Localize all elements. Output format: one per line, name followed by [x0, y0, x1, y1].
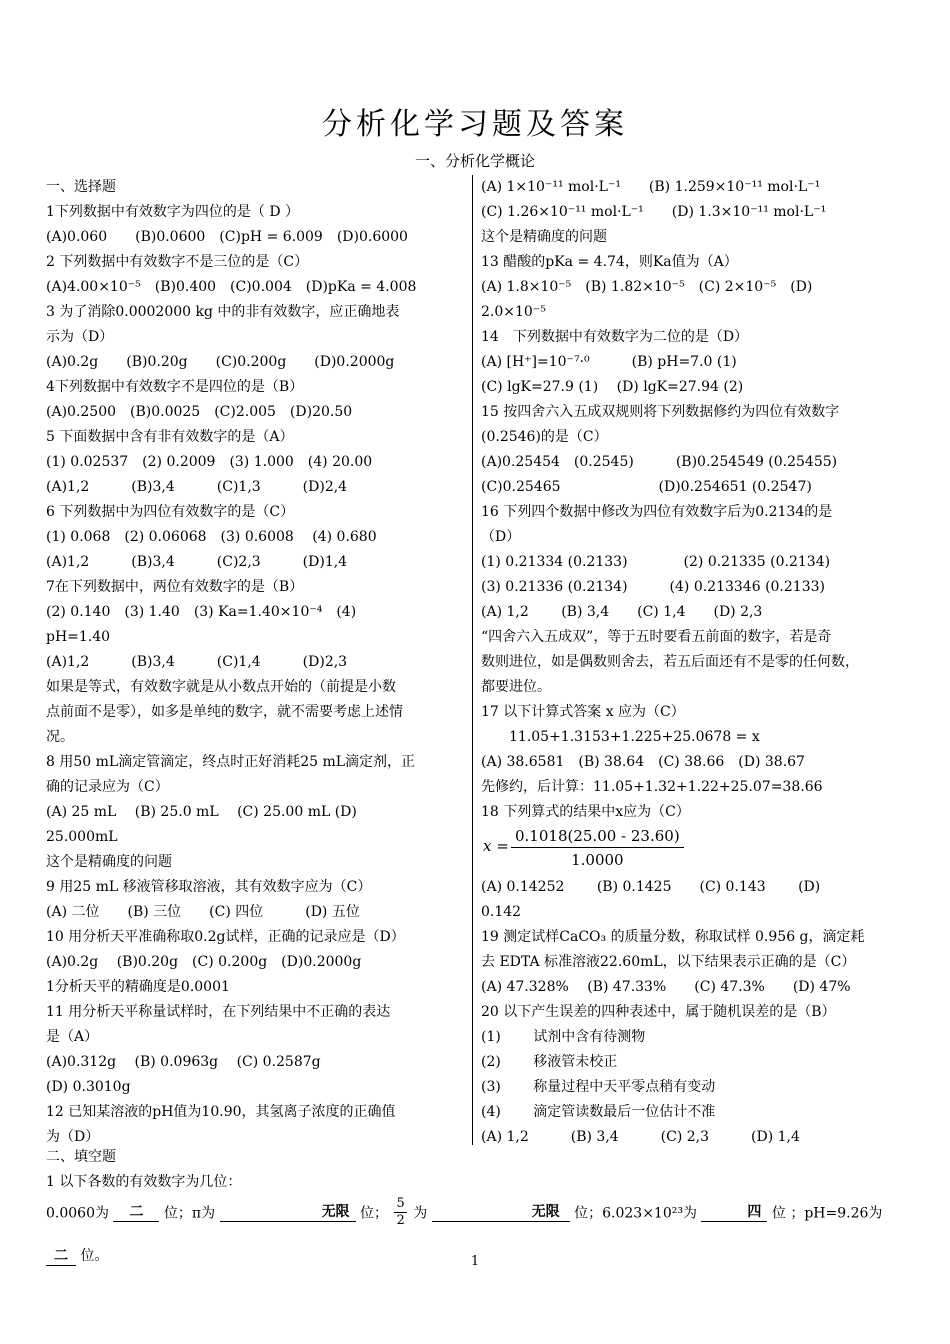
- formula-block: [481, 825, 921, 875]
- right-column-line: (A) 1,2 (B) 3,4 (C) 2,3 (D) 1,4: [481, 1129, 800, 1145]
- answer-blank-4: 四: [701, 1203, 767, 1222]
- right-column-line: 2.0×10⁻⁵: [481, 304, 546, 320]
- left-column-line: 4下列数据中有效数字不是四位的是（B）: [46, 379, 304, 395]
- fill-text-7: 位。: [80, 1248, 109, 1264]
- right-column-line: 16 下列四个数据中修改为四位有效数字后为0.2134的是: [481, 504, 833, 520]
- left-column-line: (A)1,2 (B)3,4 (C)2,3 (D)1,4: [46, 554, 348, 570]
- left-column-line: (A)0.2g (B)0.20g (C) 0.200g (D)0.2000g: [46, 954, 362, 970]
- answer-blank-3: 无限: [432, 1203, 570, 1222]
- left-column-line: (A)0.312g (B) 0.0963g (C) 0.2587g: [46, 1054, 321, 1070]
- fill-in-question-row: [46, 1196, 926, 1244]
- right-column-line: 这个是精确度的问题: [481, 229, 607, 245]
- fill-text-5: 位；6.023×10²³为: [574, 1205, 697, 1222]
- right-column-line: (3) 称量过程中天平零点稍有变动: [481, 1079, 716, 1095]
- right-column-line: (A) 1,2 (B) 3,4 (C) 1,4 (D) 2,3: [481, 604, 763, 620]
- left-column-line: 如果是等式，有效数字就是从小数点开始的（前提是小数: [46, 679, 396, 695]
- right-column-line: 17 以下计算式答案 x 应为（C）: [481, 704, 685, 720]
- page-number: 1: [470, 1254, 480, 1269]
- section-subtitle: 一、分析化学概论: [414, 152, 535, 170]
- right-column-line: (C)0.25465 (D)0.254651 (0.2547): [481, 479, 812, 495]
- left-column-line: 是（A）: [46, 1029, 99, 1045]
- fill-text-2: 位；π为: [163, 1205, 216, 1222]
- left-column-line: (1) 0.02537 (2) 0.2009 (3) 1.000 (4) 20.00: [46, 454, 373, 470]
- left-column-line: (1) 0.068 (2) 0.06068 (3) 0.6008 (4) 0.680: [46, 529, 377, 545]
- column-divider: [472, 175, 473, 1145]
- right-column-line: （D）: [481, 529, 521, 545]
- left-column-line: 8 用50 mL滴定管滴定，终点时正好消耗25 mL滴定剂，正: [46, 754, 416, 770]
- fill-section-line: 二、填空题: [46, 1149, 116, 1165]
- left-column-line: (A)0.060 (B)0.0600 (C)pH = 6.009 (D)0.6000: [46, 229, 408, 245]
- formula-fraction: [511, 825, 684, 872]
- left-column-line: 7在下列数据中，两位有效数字的是（B）: [46, 579, 304, 595]
- left-column-line: 点前面不是零），如多是单纯的数字，就不需要考虑上述情: [46, 704, 403, 720]
- fill-text-1: 0.0060为: [46, 1205, 109, 1222]
- right-column-line: (0.2546)的是（C）: [481, 429, 608, 445]
- right-column-line: (A)0.25454 (0.2545) (B)0.254549 (0.25455): [481, 454, 838, 470]
- right-column-line: (C) 1.26×10⁻¹¹ mol·L⁻¹ (D) 1.3×10⁻¹¹ mol·L⁻¹: [481, 204, 827, 220]
- fill-in-section: [46, 1145, 921, 1195]
- right-column-line: 11.05+1.3153+1.225+25.0678 = x: [481, 729, 760, 745]
- right-column-line: 20 以下产生误差的四种表述中，属于随机误差的是（B）: [481, 1004, 836, 1020]
- right-column-line: (A) 38.6581 (B) 38.64 (C) 38.66 (D) 38.67: [481, 754, 805, 770]
- left-column-line: 况。: [46, 729, 74, 745]
- left-column-line: (A)0.2g (B)0.20g (C)0.200g (D)0.2000g: [46, 354, 395, 370]
- left-column-line: 11 用分析天平称量试样时，在下列结果中不正确的表达: [46, 1004, 391, 1020]
- left-column-line: 示为（D）: [46, 329, 114, 345]
- left-column-line: 5 下面数据中含有非有效数字的是（A）: [46, 429, 294, 445]
- answer-blank-1: 二: [113, 1203, 159, 1222]
- left-column-line: (A) 二位 (B) 三位 (C) 四位 (D) 五位: [46, 904, 360, 920]
- fill-text-3: 位；: [360, 1205, 389, 1222]
- right-column: [481, 175, 921, 1150]
- right-column-line: (C) lgK=27.9 (1) (D) lgK=27.94 (2): [481, 379, 744, 395]
- left-column-line: 为（D）: [46, 1129, 100, 1145]
- left-column-line: 9 用25 mL 移液管移取溶液，其有效数字应为（C）: [46, 879, 372, 895]
- right-column-line: (1) 0.21334 (0.2133) (2) 0.21335 (0.2134): [481, 554, 831, 570]
- right-column-line: (4) 滴定管读数最后一位估计不准: [481, 1104, 716, 1120]
- right-column-line: 15 按四舍六入五成双规则将下列数据修约为四位有效数字: [481, 404, 840, 420]
- left-column-line: (A)1,2 (B)3,4 (C)1,4 (D)2,3: [46, 654, 348, 670]
- right-column-line: 14 下列数据中有效数字为二位的是（D）: [481, 329, 749, 345]
- left-column-line: pH=1.40: [46, 629, 111, 645]
- right-column-line: (3) 0.21336 (0.2134) (4) 0.213346 (0.2133): [481, 579, 825, 595]
- left-column-line: (D) 0.3010g: [46, 1079, 131, 1095]
- left-column-line: 3 为了消除0.0002000 kg 中的非有效数字，应正确地表: [46, 304, 400, 320]
- right-column-line: “四舍六入五成双”，等于五时要看五前面的数字，若是奇: [481, 629, 832, 645]
- right-column-line: 数则进位，如是偶数则舍去，若五后面还有不是零的任何数，: [481, 654, 859, 670]
- fill-text-4: 为: [413, 1205, 428, 1222]
- right-column-line: (A) 1×10⁻¹¹ mol·L⁻¹ (B) 1.259×10⁻¹¹ mol·L⁻¹: [481, 179, 821, 195]
- left-column-line: 25.000mL: [46, 829, 118, 845]
- right-column-line: 19 测定试样CaCO₃ 的质量分数，称取试样 0.956 g，滴定耗: [481, 929, 865, 945]
- right-column-line: 先修约，后计算：11.05+1.32+1.22+25.07=38.66: [481, 779, 823, 795]
- answer-blank-2: 无限: [220, 1203, 356, 1222]
- left-column-line: 确的记录应为（C）: [46, 779, 169, 795]
- answer-blank-5: 二: [46, 1247, 76, 1266]
- right-column-line: (A) 1.8×10⁻⁵ (B) 1.82×10⁻⁵ (C) 2×10⁻⁵ (D): [481, 279, 813, 295]
- left-column-line: 这个是精确度的问题: [46, 854, 172, 870]
- left-column-line: (A)4.00×10⁻⁵ (B)0.400 (C)0.004 (D)pKa = 4.008: [46, 279, 417, 295]
- right-column-line: 18 下列算式的结果中x应为（C）: [481, 804, 690, 820]
- left-column: [46, 175, 464, 1150]
- right-column-line: 0.142: [481, 904, 522, 920]
- fraction-five-halves: [394, 1196, 406, 1229]
- right-column-line: 13 醋酸的pKa = 4.74，则Ka值为（A）: [481, 254, 738, 270]
- fraction-denominator: 2: [396, 1213, 405, 1228]
- right-column-line: (A) 47.328% (B) 47.33% (C) 47.3% (D) 47%: [481, 979, 851, 995]
- left-column-line: 1下列数据中有效数字为四位的是（ D ）: [46, 204, 300, 220]
- left-column-line: (A)1,2 (B)3,4 (C)1,3 (D)2,4: [46, 479, 348, 495]
- left-column-line: 1分析天平的精确度是0.0001: [46, 979, 230, 995]
- formula-numerator: 0.1018(25.00 - 23.60): [511, 825, 684, 848]
- fraction-numerator: 5: [396, 1196, 405, 1211]
- right-column-line: (A) [H⁺]=10⁻⁷·⁰ (B) pH=7.0 (1): [481, 354, 737, 370]
- left-column-line: 10 用分析天平准确称取0.2g试样，正确的记录应是（D）: [46, 929, 405, 945]
- formula-denominator: 1.0000: [571, 851, 624, 869]
- left-column-line: (A) 25 mL (B) 25.0 mL (C) 25.00 mL (D): [46, 804, 357, 820]
- formula-lhs: x =: [483, 837, 509, 855]
- left-column-line: 一、选择题: [46, 179, 116, 195]
- right-column-line: 都要进位。: [481, 679, 551, 695]
- right-column-line: (2) 移液管未校正: [481, 1054, 618, 1070]
- left-column-line: 6 下列数据中为四位有效数字的是（C）: [46, 504, 295, 520]
- left-column-line: 2 下列数据中有效数字不是三位的是（C）: [46, 254, 309, 270]
- fill-section-line: 1 以下各数的有效数字为几位：: [46, 1174, 242, 1190]
- right-column-line: (A) 0.14252 (B) 0.1425 (C) 0.143 (D): [481, 879, 821, 895]
- page-title: 分析化学习题及答案: [322, 107, 628, 142]
- left-column-line: (2) 0.140 (3) 1.40 (3) Ka=1.40×10⁻⁴ (4): [46, 604, 357, 620]
- left-column-line: 12 已知某溶液的pH值为10.90，其氢离子浓度的正确值: [46, 1104, 396, 1120]
- right-column-line: 去 EDTA 标准溶液22.60mL，以下结果表示正确的是（C）: [481, 954, 856, 970]
- right-column-line: (1) 试剂中含有待测物: [481, 1029, 646, 1045]
- fill-text-6: 位 ；pH=9.26为: [771, 1205, 883, 1222]
- left-column-line: (A)0.2500 (B)0.0025 (C)2.005 (D)20.50: [46, 404, 353, 420]
